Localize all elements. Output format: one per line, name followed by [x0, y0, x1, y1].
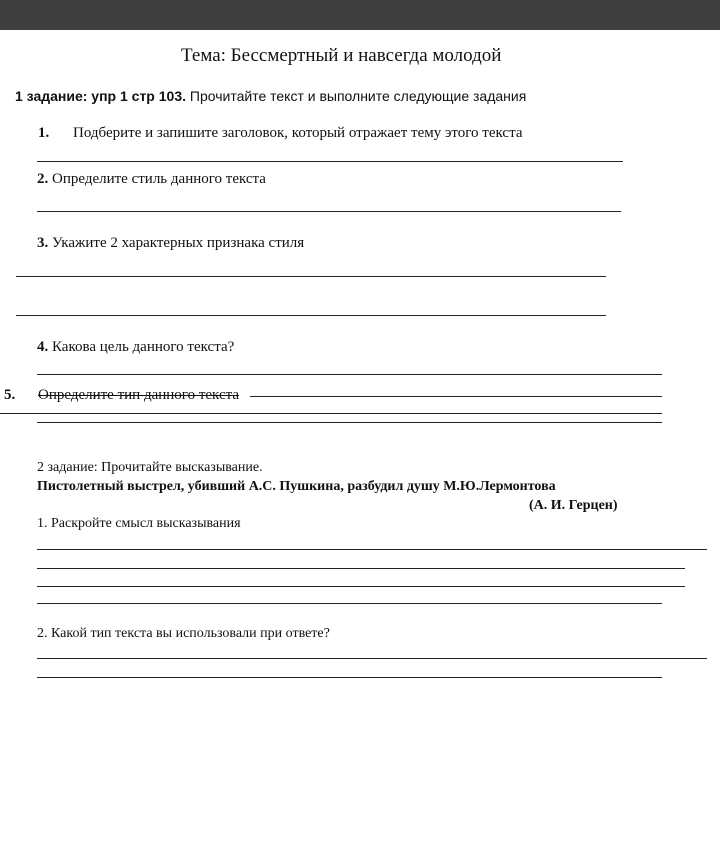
answer-line [16, 315, 606, 316]
task2-question-1: 1. Раскройте смысл высказывания [37, 516, 241, 531]
task1-question-5 [4, 388, 239, 403]
answer-line [37, 211, 621, 212]
task2-quote-author: (А. И. Герцен) [529, 498, 618, 513]
task2-quote: Пистолетный выстрел, убивший А.С. Пушкина, разбудил душу М.Ю.Лермонтова [37, 479, 556, 494]
task2-question-2: 2. Какой тип текста вы использовали при ответе? [37, 626, 330, 641]
answer-line [37, 603, 662, 604]
question-text: Укажите 2 характерных признака стиля [48, 235, 305, 251]
answer-line [37, 568, 685, 569]
answer-line [16, 276, 606, 277]
question-number: 2. [37, 171, 49, 187]
answer-line [37, 658, 707, 659]
answer-line [37, 586, 685, 587]
task1-instruction: Прочитайте текст и выполните следующие задания [186, 88, 527, 104]
answer-line [37, 422, 662, 423]
answer-line [37, 161, 623, 162]
page-title: Тема: Бессмертный и навсегда молодой [181, 45, 502, 66]
question-number: 5. [4, 387, 16, 403]
question-number: 3. [37, 235, 49, 251]
answer-line [37, 677, 662, 678]
answer-line [0, 413, 662, 414]
task1-question-2 [37, 172, 266, 187]
question-number: 1. [38, 125, 50, 141]
answer-line [37, 549, 707, 550]
task2-heading: 2 задание: Прочитайте высказывание. [37, 460, 263, 475]
question-text: Определите тип данного текста [38, 387, 239, 403]
task1-question-4 [37, 340, 234, 355]
question-text: Подберите и запишите заголовок, который отражает тему этого текста [73, 125, 523, 141]
task1-header [15, 89, 526, 103]
task1-question-3 [37, 236, 304, 251]
worksheet-page [0, 30, 720, 864]
task1-question-1 [38, 126, 522, 141]
question-number: 4. [37, 339, 49, 355]
question-text: Какова цель данного текста? [48, 339, 235, 355]
viewer-top-bar [0, 0, 720, 30]
answer-line [250, 396, 662, 397]
question-text: Определите стиль данного текста [48, 171, 266, 187]
answer-line [37, 374, 662, 375]
task1-label: 1 задание: упр 1 стр 103. [15, 88, 187, 104]
